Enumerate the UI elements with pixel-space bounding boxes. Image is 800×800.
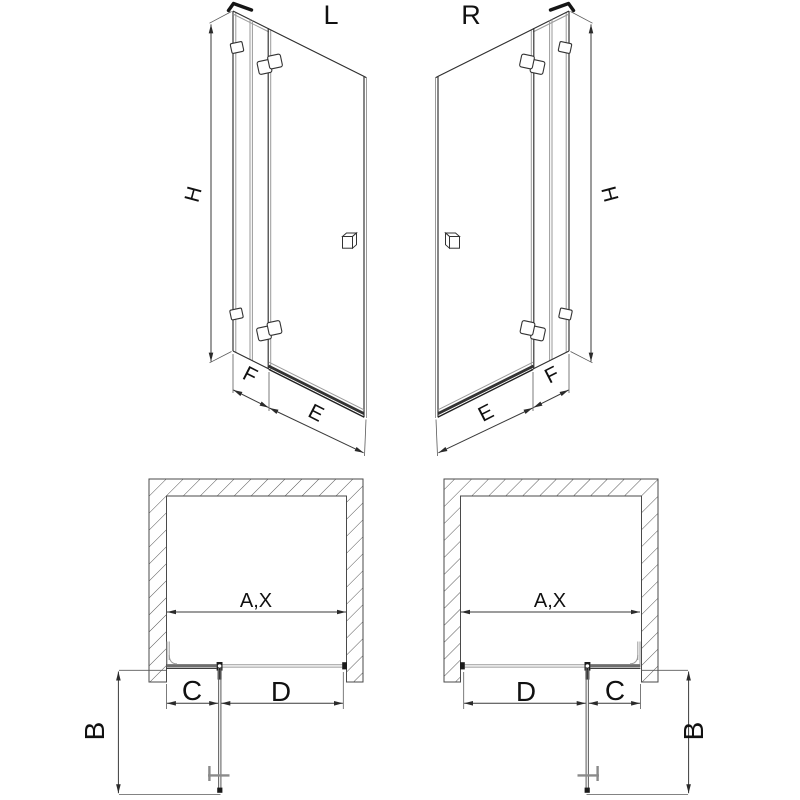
- fixed-width-dimension-label-right: F: [541, 362, 563, 389]
- fixed-panel-dimension-label-right: C: [604, 675, 626, 706]
- door-elevation-right: [436, 4, 593, 457]
- door-width-dimension-label-right: E: [474, 399, 498, 427]
- door-width-dimension-label-left: E: [304, 399, 328, 427]
- wall-section-left: [149, 479, 363, 682]
- isometric-view-right: [436, 0, 623, 456]
- height-dimension-label-left: H: [180, 184, 207, 205]
- swing-dimension-label-left: B: [79, 721, 110, 741]
- plan-view-left: [79, 479, 363, 794]
- opening-dimension-label-right: A,X: [533, 590, 567, 612]
- wall-section-right: [444, 479, 658, 682]
- door-dimension-label-right: D: [515, 676, 537, 707]
- plan-view-right: [444, 479, 709, 794]
- isometric-view-left: [181, 0, 367, 456]
- swing-dimension-label-right: B: [678, 721, 709, 741]
- opening-dimension-label-left: A,X: [239, 590, 273, 612]
- height-dimension-label-right: H: [596, 184, 623, 205]
- variant-label-left: L: [323, 0, 339, 30]
- fixed-panel-dimension-label-left: C: [181, 675, 203, 706]
- door-elevation-left: [210, 4, 367, 457]
- fixed-width-dimension-label-left: F: [239, 362, 261, 389]
- variant-label-right: R: [461, 0, 481, 30]
- door-dimension-label-left: D: [270, 676, 292, 707]
